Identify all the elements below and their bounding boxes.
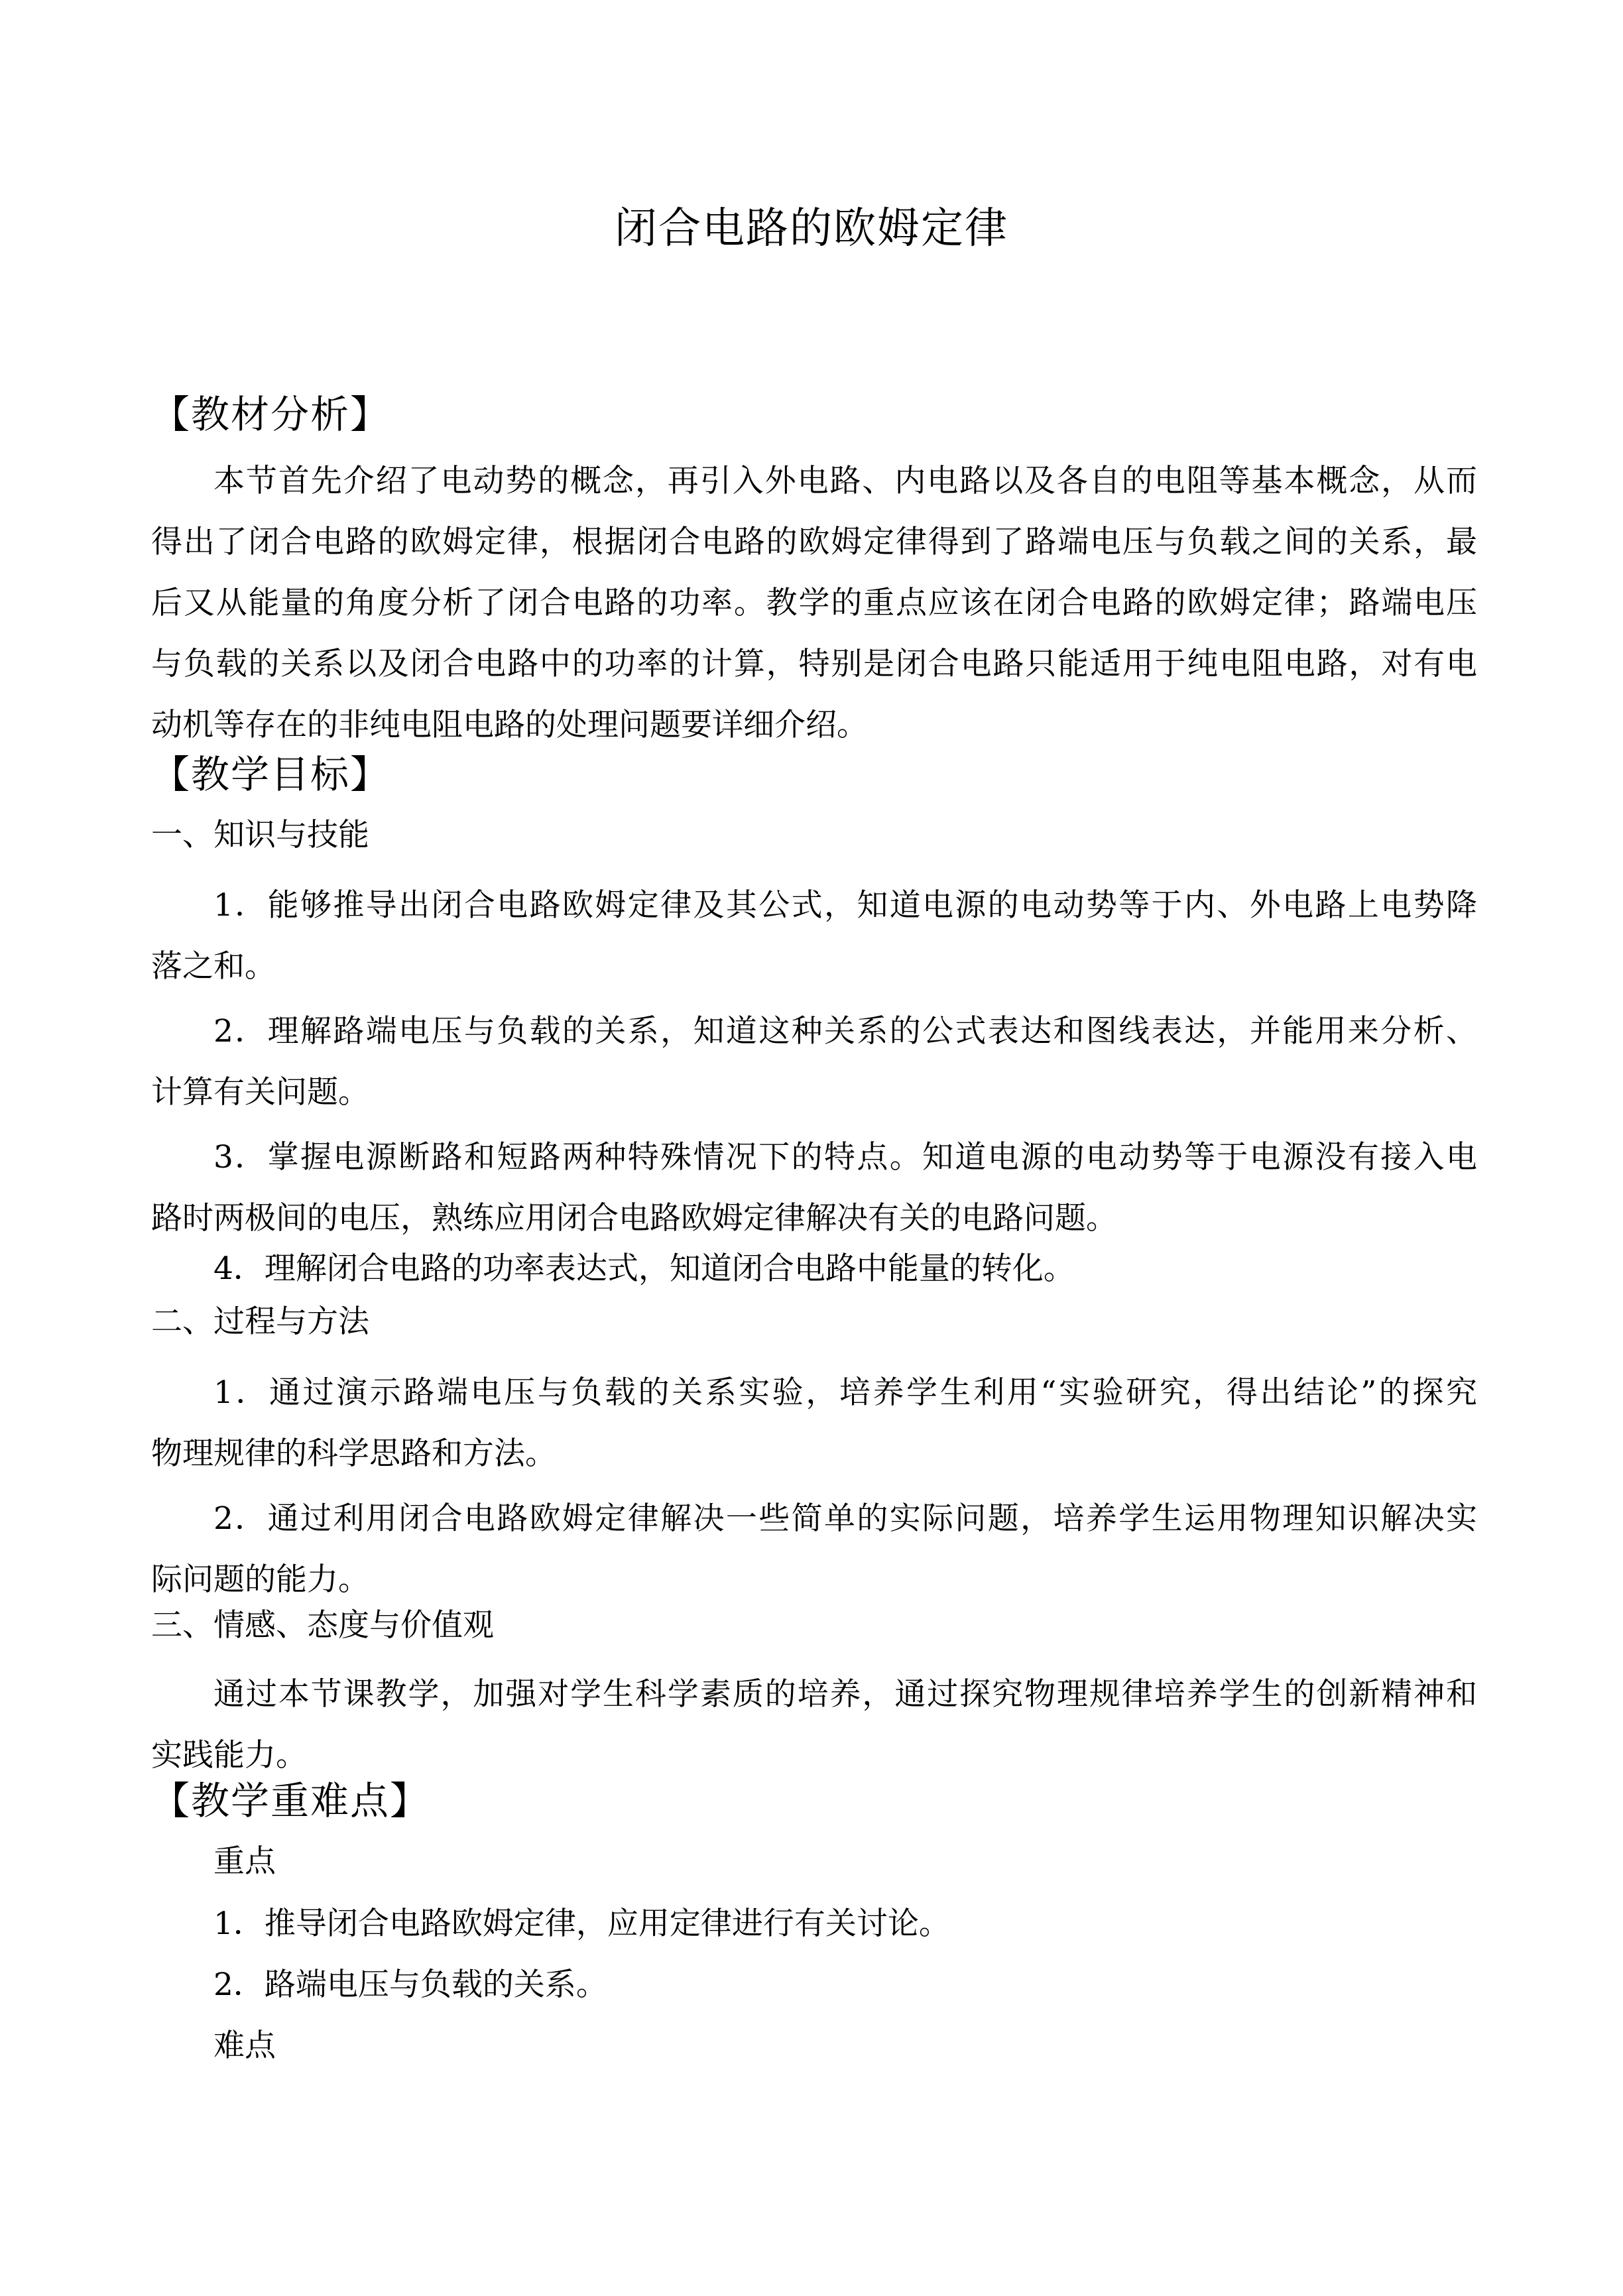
analysis-line: 后又从能量的角度分析了闭合电路的功率。教学的重点应该在闭合电路的欧姆定律；路端电压	[151, 585, 1477, 621]
key-point-item: 1．推导闭合电路欧姆定律，应用定律进行有关讨论。	[213, 1905, 950, 1942]
analysis-line: 本节首先介绍了电动势的概念，再引入外电路、内电路以及各自的电阻等基本概念，从而	[213, 463, 1477, 499]
item-line: 2．理解路端电压与负载的关系，知道这种关系的公式表达和图线表达，并能用来分析、	[213, 1013, 1477, 1050]
item-line: 计算有关问题。	[151, 1074, 369, 1111]
key-points-label: 重点	[213, 1843, 276, 1880]
analysis-line: 得出了闭合电路的欧姆定律，根据闭合电路的欧姆定律得到了路端电压与负载之间的关系，最	[151, 524, 1477, 560]
attitude-paragraph	[151, 1664, 1477, 1786]
analysis-line: 与负载的关系以及闭合电路中的功率的计算，特别是闭合电路只能适用于纯电阻电路，对有电	[151, 646, 1477, 682]
heading-key-difficult-points: 【教学重难点】	[151, 1778, 430, 1823]
difficult-points-label: 难点	[213, 2027, 276, 2064]
knowledge-item-4: 4．理解闭合电路的功率表达式，知道闭合电路中能量的转化。	[213, 1250, 1075, 1287]
item-line: 路时两极间的电压，熟练应用闭合电路欧姆定律解决有关的电路问题。	[151, 1200, 1117, 1237]
subheading-attitude-values: 三、情感、态度与价值观	[151, 1607, 494, 1644]
analysis-paragraph	[151, 451, 1477, 756]
item-line: 物理规律的科学思路和方法。	[151, 1435, 556, 1472]
document-title: 闭合电路的欧姆定律	[615, 204, 1008, 253]
subheading-process-methods: 二、过程与方法	[151, 1303, 369, 1340]
item-line: 2．通过利用闭合电路欧姆定律解决一些简单的实际问题，培养学生运用物理知识解决实	[213, 1500, 1477, 1537]
knowledge-item-1	[151, 875, 1477, 997]
process-item-1	[151, 1362, 1477, 1484]
item-line: 际问题的能力。	[151, 1561, 369, 1598]
item-line: 落之和。	[151, 948, 276, 985]
knowledge-item-3	[151, 1127, 1477, 1249]
key-point-item: 2．路端电压与负载的关系。	[213, 1966, 607, 2003]
subheading-knowledge-skills: 一、知识与技能	[151, 817, 369, 853]
item-line: 1．通过演示路端电压与负载的关系实验，培养学生利用“实验研究，得出结论”的探究	[213, 1374, 1477, 1411]
knowledge-item-2	[151, 1001, 1477, 1123]
heading-material-analysis: 【教材分析】	[151, 392, 391, 437]
analysis-line: 动机等存在的非纯电阻电路的处理问题要详细介绍。	[151, 707, 868, 743]
item-line: 3．掌握电源断路和短路两种特殊情况下的特点。知道电源的电动势等于电源没有接入电	[213, 1139, 1477, 1176]
attitude-line: 实践能力。	[151, 1737, 307, 1774]
item-line: 1．能够推导出闭合电路欧姆定律及其公式，知道电源的电动势等于内、外电路上电势降	[213, 887, 1477, 924]
heading-teaching-objectives: 【教学目标】	[151, 752, 391, 797]
process-item-2	[151, 1488, 1477, 1610]
attitude-line: 通过本节课教学，加强对学生科学素质的培养，通过探究物理规律培养学生的创新精神和	[213, 1676, 1477, 1713]
